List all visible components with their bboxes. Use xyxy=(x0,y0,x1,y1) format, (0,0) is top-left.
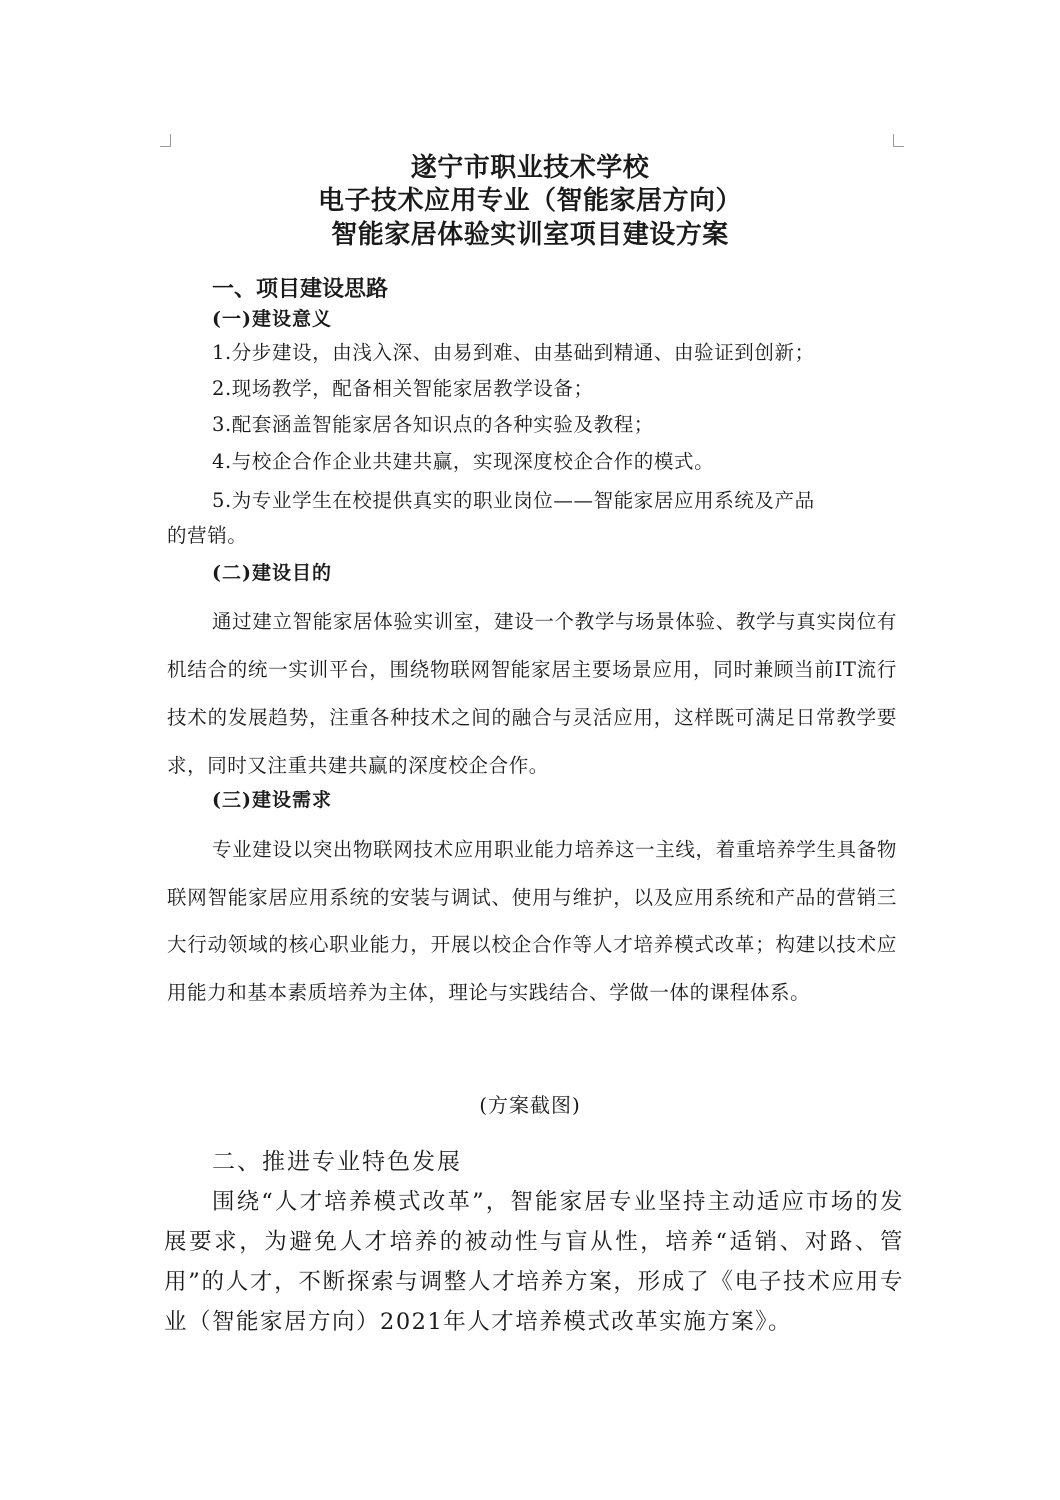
document-title-school: 遂宁市职业技术学校 xyxy=(410,153,650,183)
significance-item-continued: 的营销。 xyxy=(167,524,248,547)
crop-mark-left xyxy=(160,134,171,147)
significance-item: 1.分步建设，由浅入深、由易到难、由基础到精通、由验证到创新； xyxy=(212,341,815,364)
requirement-heading: (三)建设需求 xyxy=(212,789,332,811)
goal-heading: (二)建设目的 xyxy=(212,562,332,584)
section2-heading: 二、推进专业特色发展 xyxy=(212,1149,462,1175)
goal-paragraph: 通过建立智能家居体验实训室，建设一个教学与场景体验、教学与真实岗位有机结合的统一实训平台，围绕物联网智能家居主要场景应用，同时兼顾当前IT流行技术的发展趋势，注重各种技术之间的融合与灵活应用，这样既可满足日常教学要求，同时又注重共建共赢的深度校企合作。 xyxy=(167,610,897,777)
requirement-paragraph: 专业建设以突出物联网技术应用职业能力培养这一主线，着重培养学生具备物联网智能家居应用系统的安装与调试、使用与维护，以及应用系统和产品的营销三大行动领域的核心职业能力，开展以校企合作等人才培养模式改革；构建以技术应用能力和基本素质培养为主体，理论与实践结合、学做一体的课程体系。 xyxy=(167,838,897,1004)
significance-item: 4.与校企合作企业共建共赢，实现深度校企合作的模式。 xyxy=(212,450,715,473)
document-title-major: 电子技术应用专业（智能家居方向） xyxy=(317,186,742,216)
crop-mark-right xyxy=(893,134,904,147)
significance-item: 3.配套涵盖智能家居各知识点的各种实验及教程； xyxy=(212,413,654,436)
reform-paragraph: 围绕“人才培养模式改革”，智能家居专业坚持主动适应市场的发展要求，为避免人才培养的被动性与盲从性，培养“适销、对路、管用”的人才，不断探索与调整人才培养方案，形成了《电子技术应用专业（智能家居方向）2021年人才培养模式改革实施方案》。 xyxy=(164,1189,904,1335)
significance-item: 2.现场教学，配备相关智能家居教学设备； xyxy=(212,377,594,400)
section1-heading: 一、项目建设思路 xyxy=(212,277,389,302)
screenshot-caption: (方案截图) xyxy=(479,1093,581,1117)
significance-heading: (一)建设意义 xyxy=(212,308,332,330)
significance-item: 5.为专业学生在校提供真实的职业岗位——智能家居应用系统及产品 xyxy=(212,489,815,512)
document-title-project: 智能家居体验实训室项目建设方案 xyxy=(331,220,729,250)
